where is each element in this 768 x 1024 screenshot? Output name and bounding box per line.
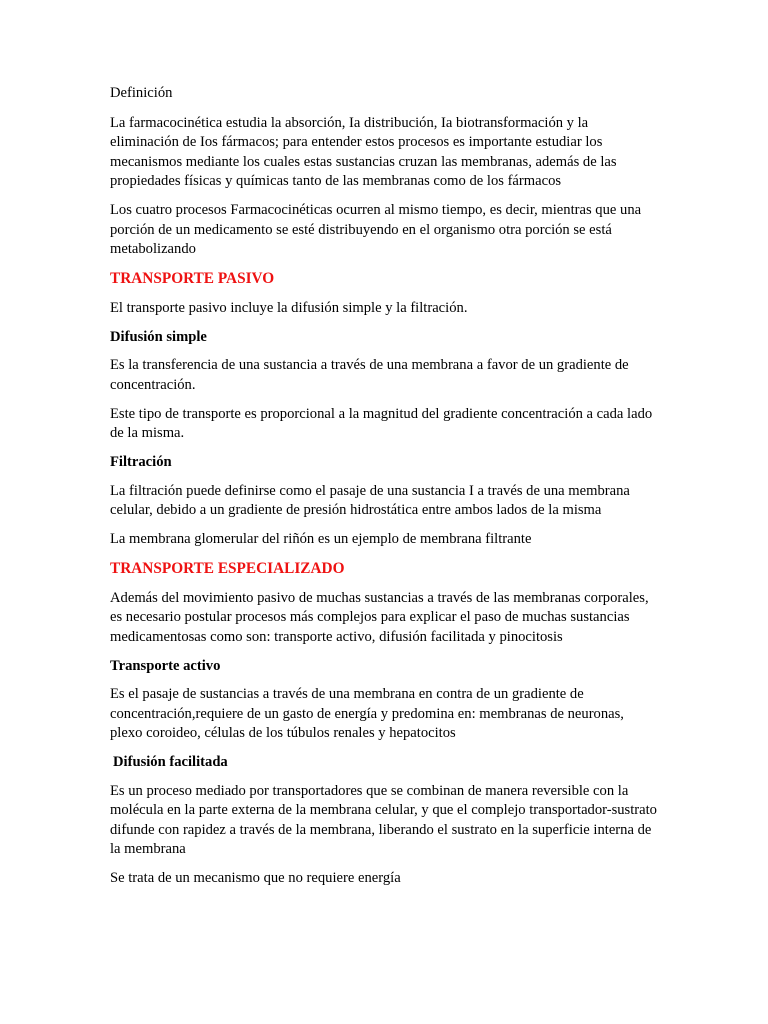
heading-transporte-especializado: TRANSPORTE ESPECIALIZADO — [110, 560, 345, 577]
paragraph-filtracion-1: La filtración puede definirse como el pasaje de una sustancia I a través de una membrana celular, debido a un gradiente de presión hidrostática entre ambos lados de la misma — [110, 482, 630, 518]
heading-difusion-facilitada: Difusión facilitada — [113, 754, 228, 770]
heading-transporte-activo: Transporte activo — [110, 657, 221, 674]
paragraph-difusion-facilitada-2: Se trata de un mecanismo que no requiere energía — [110, 870, 401, 886]
paragraph-difusion-simple-1: Es la transferencia de una sustancia a través de una membrana a favor de un gradiente de concentración. — [110, 357, 629, 393]
heading-difusion-simple: Difusión simple — [110, 328, 207, 345]
document-page — [110, 84, 658, 898]
paragraph-farmacocinetica: La farmacocinética estudia la absorción, Ia distribución, Ia biotransformación y la eliminación de Ios fármacos; para entender estos procesos es importante estudiar los mecanismos mediante los cuales estas sustancias cruzan las membranas, además de las propiedades físicas y químicas tanto de las membranas como de los fármacos — [110, 114, 617, 189]
paragraph-filtracion-2: La membrana glomerular del riñón es un ejemplo de membrana filtrante — [110, 531, 532, 547]
heading-transporte-pasivo: TRANSPORTE PASIVO — [110, 270, 275, 287]
paragraph-transporte-especializado: Además del movimiento pasivo de muchas sustancias a través de las membranas corporales, es necesario postular procesos más complejos para explicar el paso de muchas sustancias medicamentosas como son: transporte activo, difusión facilitada y pinocitosis — [110, 589, 649, 645]
heading-filtracion: Filtración — [110, 454, 172, 470]
paragraph-difusion-simple-2: Este tipo de transporte es proporcional a la magnitud del gradiente concentración a cada lado de la misma. — [110, 405, 653, 441]
paragraph-procesos: Los cuatro procesos Farmacocinéticas ocurren al mismo tiempo, es decir, mientras que una porción de un medicamento se esté distribuyendo en el organismo otra porción se está metabolizando — [110, 202, 642, 257]
paragraph-difusion-facilitada-1: Es un proceso mediado por transportadores que se combinan de manera reversible con la molécula en la parte externa de la membrana celular, y que el complejo transportador-sustrato difunde con rapidez a través de la membrana, liberando el sustrato en la superficie interna de la membrana — [110, 782, 657, 857]
document-title: Definición — [110, 85, 173, 101]
paragraph-transporte-pasivo: El transporte pasivo incluye la difusión simple y la filtración. — [110, 299, 468, 316]
paragraph-transporte-activo: Es el pasaje de sustancias a través de una membrana en contra de un gradiente de concentración,requiere de un gasto de energía y predomina en: membranas de neuronas, plexo coroideo, células de los túbulos renales y hepatocitos — [110, 686, 624, 741]
